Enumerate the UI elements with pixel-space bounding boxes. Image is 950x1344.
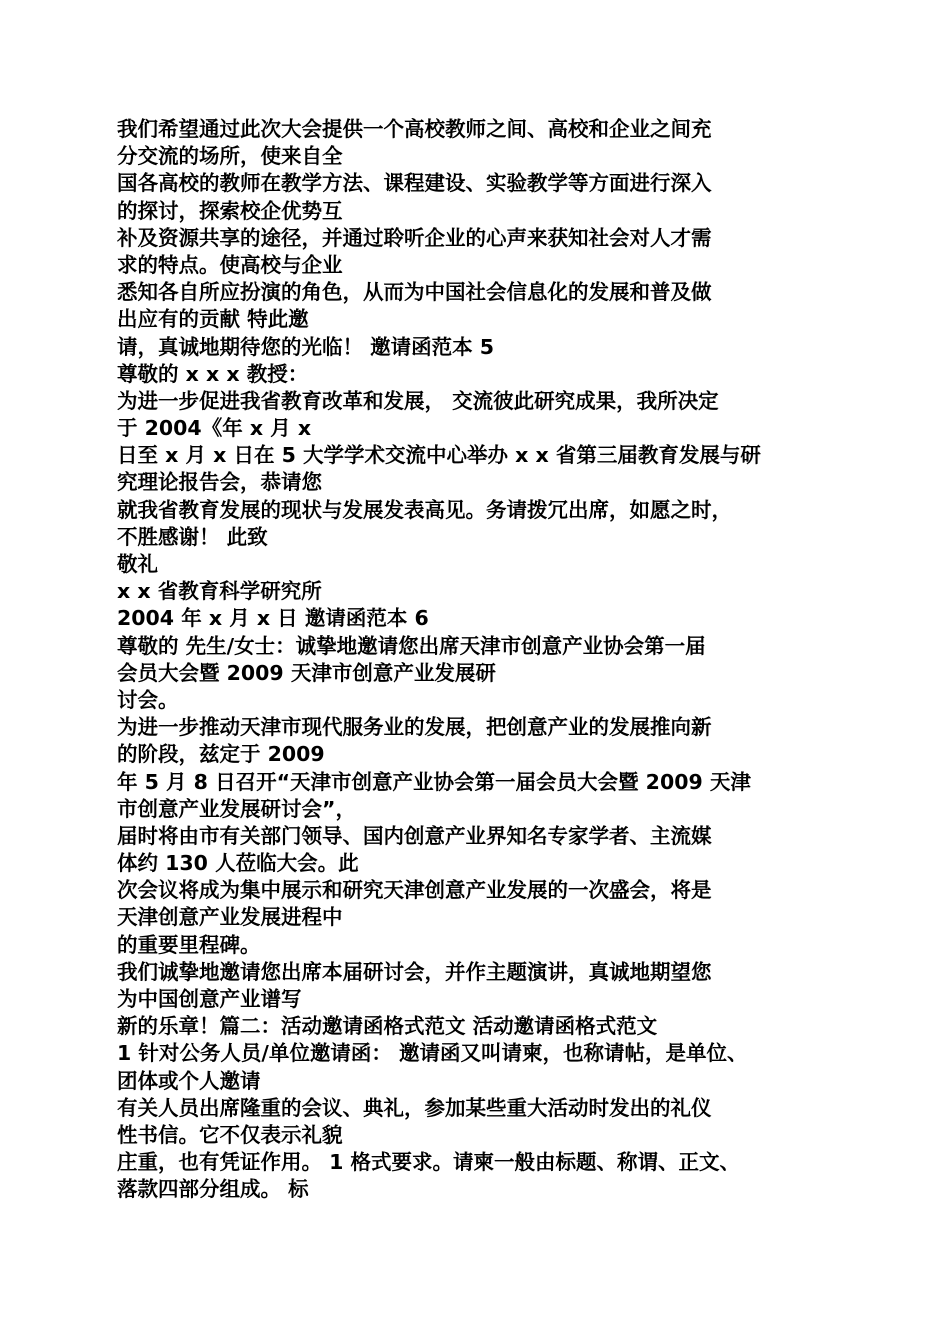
text-line: x x 省教育科学研究所 (117, 579, 322, 604)
text-line: 我们希望通过此次大会提供一个高校教师之间、高校和企业之间充 (117, 117, 712, 141)
text-line: 于 2004《年 x 月 x (117, 416, 312, 441)
text-line: 为中国创意产业谱写 (117, 987, 302, 1011)
text-line: 尊敬的 x x x 教授： (117, 361, 309, 386)
document-body-text (117, 116, 837, 1204)
text-line: 为进一步推动天津市现代服务业的发展，把创意产业的发展推向新 (117, 715, 712, 740)
text-line: 我们诚挚地邀请您出席本届研讨会，并作主题演讲，真诚地期望您 (117, 959, 712, 984)
text-line: 性书信。它不仅表示礼貌 (117, 1122, 343, 1147)
text-line: 尊敬的 先生/女士：诚挚地邀请您出席天津市创意产业协会第一届 (117, 633, 706, 658)
text-line: 求的特点。使高校与企业 (117, 252, 343, 277)
text-line: 庄重，也有凭证作用。 1 格式要求。请柬一般由标题、称谓、正文、 (117, 1150, 741, 1175)
text-line: 届时将由市有关部门领导、国内创意产业界知名专家学者、主流媒 (117, 823, 712, 848)
text-line: 会员大会暨 2009 天津市创意产业发展研 (117, 660, 496, 685)
text-line: 有关人员出席隆重的会议、典礼，参加某些重大活动时发出的礼仪 (117, 1095, 712, 1120)
text-line: 新的乐章！篇二：活动邀请函格式范文 活动邀请函格式范文 (117, 1014, 658, 1039)
text-line: 究理论报告会，恭请您 (117, 470, 322, 495)
text-line: 落款四部分组成。 标 (117, 1177, 309, 1202)
text-line: 的探讨，探索校企优势互 (117, 198, 343, 223)
text-line: 团体或个人邀请 (117, 1068, 261, 1093)
text-line: 不胜感谢！ 此致 (117, 524, 268, 549)
text-line: 次会议将成为集中展示和研究天津创意产业发展的一次盛会，将是 (117, 878, 712, 903)
text-line: 天津创意产业发展进程中 (117, 905, 343, 930)
text-line: 分交流的场所，使来自全 (117, 144, 343, 169)
text-line: 1 针对公务人员/单位邀请函： 邀请函又叫请柬，也称请帖，是单位、 (117, 1041, 748, 1066)
text-line: 就我省教育发展的现状与发展发表高见。务请拨冗出席，如愿之时， (117, 497, 732, 522)
text-line: 的重要里程碑。 (117, 932, 261, 957)
text-line: 补及资源共享的途径，并通过聆听企业的心声来获知社会对人才需 (117, 225, 712, 250)
text-line: 请，真诚地期待您的光临！ 邀请函范本 5 (117, 334, 495, 359)
text-line: 2004 年 x 月 x 日 邀请函范本 6 (117, 606, 429, 631)
text-line: 敬礼 (117, 552, 158, 576)
text-line: 出应有的贡献 特此邀 (117, 307, 309, 332)
text-line: 为进一步促进我省教育改革和发展， 交流彼此研究成果，我所决定 (117, 388, 719, 413)
text-line: 的阶段，兹定于 2009 (117, 742, 325, 767)
text-line: 体约 130 人莅临大会。此 (117, 851, 359, 876)
text-line: 日至 x 月 x 日在 5 大学学术交流中心举办 x x 省第三届教育发展与研 (117, 443, 761, 468)
text-line: 年 5 月 8 日召开“天津市创意产业协会第一届会员大会暨 2009 天津 (117, 769, 751, 794)
text-line: 国各高校的教师在教学方法、课程建设、实验教学等方面进行深入 (117, 171, 712, 196)
text-line: 市创意产业发展研讨会”， (117, 796, 356, 821)
text-line: 讨会。 (117, 687, 179, 712)
text-line: 悉知各自所应扮演的角色，从而为中国社会信息化的发展和普及做 (117, 280, 712, 305)
